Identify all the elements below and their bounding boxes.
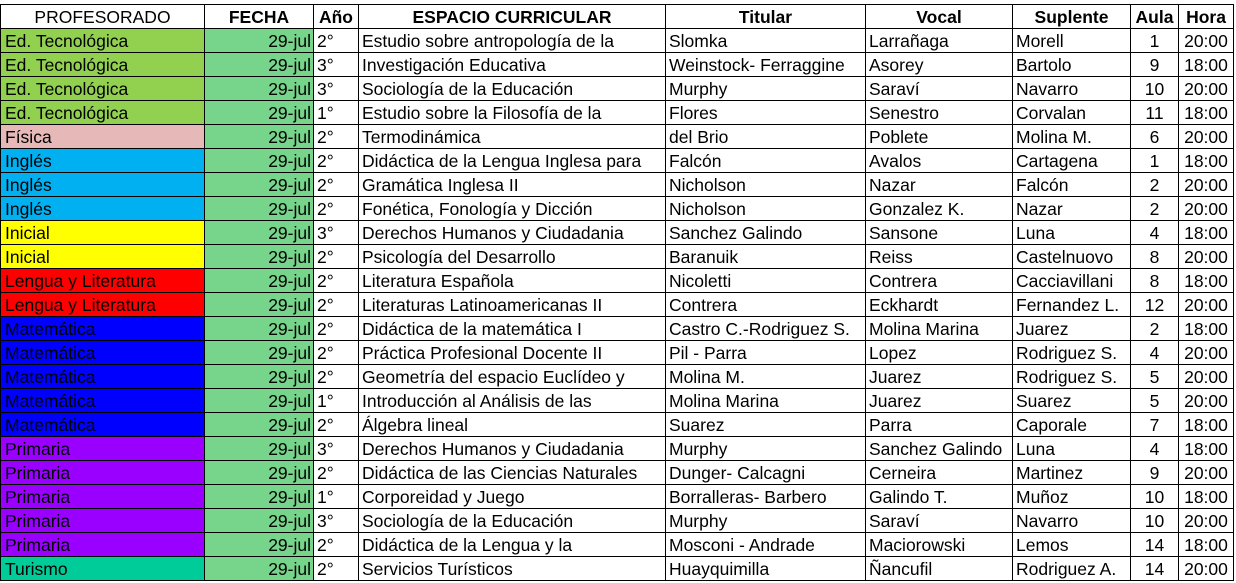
cell-suplente: Rodriguez S. <box>1013 341 1131 365</box>
cell-fecha: 29-jul <box>205 149 314 173</box>
cell-espacio-curricular: Didáctica de las Ciencias Naturales <box>359 461 666 485</box>
header-aula: Aula <box>1131 5 1179 29</box>
cell-titular: Mosconi - Andrade <box>666 533 866 557</box>
cell-aula: 4 <box>1131 341 1179 365</box>
cell-suplente: Falcón <box>1013 173 1131 197</box>
cell-fecha: 29-jul <box>205 173 314 197</box>
cell-suplente: Lemos <box>1013 533 1131 557</box>
cell-espacio-curricular: Geometría del espacio Euclídeo y <box>359 365 666 389</box>
cell-profesorado: Lengua y Literatura <box>1 293 205 317</box>
cell-suplente: Juarez <box>1013 317 1131 341</box>
cell-fecha: 29-jul <box>205 77 314 101</box>
cell-aula: 14 <box>1131 533 1179 557</box>
cell-profesorado: Física <box>1 125 205 149</box>
cell-profesorado: Primaria <box>1 533 205 557</box>
cell-vocal: Ñancufil <box>866 557 1013 581</box>
cell-hora: 18:00 <box>1179 149 1234 173</box>
cell-anio: 2° <box>314 173 359 197</box>
table-row <box>1 53 1234 77</box>
cell-profesorado: Inicial <box>1 245 205 269</box>
cell-profesorado: Inicial <box>1 221 205 245</box>
cell-anio: 2° <box>314 461 359 485</box>
table-row <box>1 317 1234 341</box>
cell-espacio-curricular: Gramática Inglesa II <box>359 173 666 197</box>
cell-espacio-curricular: Termodinámica <box>359 125 666 149</box>
cell-aula: 10 <box>1131 485 1179 509</box>
cell-hora: 20:00 <box>1179 293 1234 317</box>
cell-aula: 10 <box>1131 77 1179 101</box>
cell-hora: 20:00 <box>1179 245 1234 269</box>
cell-vocal: Poblete <box>866 125 1013 149</box>
cell-titular: Suarez <box>666 413 866 437</box>
cell-suplente: Nazar <box>1013 197 1131 221</box>
table-row <box>1 533 1234 557</box>
cell-espacio-curricular: Literatura Española <box>359 269 666 293</box>
table-row <box>1 77 1234 101</box>
cell-hora: 20:00 <box>1179 461 1234 485</box>
cell-vocal: Eckhardt <box>866 293 1013 317</box>
cell-suplente: Corvalan <box>1013 101 1131 125</box>
cell-vocal: Contrera <box>866 269 1013 293</box>
cell-fecha: 29-jul <box>205 509 314 533</box>
cell-aula: 1 <box>1131 149 1179 173</box>
cell-anio: 2° <box>314 533 359 557</box>
cell-hora: 18:00 <box>1179 437 1234 461</box>
cell-fecha: 29-jul <box>205 485 314 509</box>
table-row <box>1 29 1234 53</box>
cell-suplente: Navarro <box>1013 509 1131 533</box>
cell-espacio-curricular: Literaturas Latinoamericanas II <box>359 293 666 317</box>
cell-fecha: 29-jul <box>205 245 314 269</box>
cell-anio: 3° <box>314 53 359 77</box>
table-row <box>1 173 1234 197</box>
cell-espacio-curricular: Estudio sobre la Filosofía de la <box>359 101 666 125</box>
cell-suplente: Muñoz <box>1013 485 1131 509</box>
cell-aula: 4 <box>1131 221 1179 245</box>
cell-fecha: 29-jul <box>205 413 314 437</box>
cell-anio: 2° <box>314 413 359 437</box>
cell-fecha: 29-jul <box>205 293 314 317</box>
cell-aula: 10 <box>1131 509 1179 533</box>
cell-fecha: 29-jul <box>205 53 314 77</box>
table-row <box>1 389 1234 413</box>
cell-hora: 20:00 <box>1179 509 1234 533</box>
cell-profesorado: Primaria <box>1 437 205 461</box>
cell-vocal: Senestro <box>866 101 1013 125</box>
table-row <box>1 365 1234 389</box>
cell-espacio-curricular: Derechos Humanos y Ciudadania <box>359 221 666 245</box>
cell-fecha: 29-jul <box>205 557 314 581</box>
cell-espacio-curricular: Corporeidad y Juego <box>359 485 666 509</box>
cell-aula: 2 <box>1131 197 1179 221</box>
table-row <box>1 461 1234 485</box>
cell-vocal: Saraví <box>866 77 1013 101</box>
cell-suplente: Luna <box>1013 221 1131 245</box>
cell-profesorado: Matemática <box>1 389 205 413</box>
cell-suplente: Fernandez L. <box>1013 293 1131 317</box>
cell-hora: 20:00 <box>1179 341 1234 365</box>
header-profesorado: PROFESORADO <box>1 5 205 29</box>
cell-aula: 7 <box>1131 413 1179 437</box>
cell-espacio-curricular: Sociología de la Educación <box>359 77 666 101</box>
cell-titular: Falcón <box>666 149 866 173</box>
cell-profesorado: Matemática <box>1 365 205 389</box>
cell-espacio-curricular: Práctica Profesional Docente II <box>359 341 666 365</box>
cell-fecha: 29-jul <box>205 341 314 365</box>
cell-suplente: Bartolo <box>1013 53 1131 77</box>
cell-vocal: Molina Marina <box>866 317 1013 341</box>
cell-fecha: 29-jul <box>205 29 314 53</box>
cell-hora: 20:00 <box>1179 197 1234 221</box>
cell-suplente: Caporale <box>1013 413 1131 437</box>
cell-hora: 18:00 <box>1179 533 1234 557</box>
cell-espacio-curricular: Derechos Humanos y Ciudadania <box>359 437 666 461</box>
header-espacio-curricular: ESPACIO CURRICULAR <box>359 5 666 29</box>
cell-titular: Nicholson <box>666 197 866 221</box>
cell-fecha: 29-jul <box>205 125 314 149</box>
cell-espacio-curricular: Investigación Educativa <box>359 53 666 77</box>
table-row <box>1 149 1234 173</box>
cell-anio: 2° <box>314 245 359 269</box>
cell-vocal: Sanchez Galindo <box>866 437 1013 461</box>
cell-hora: 20:00 <box>1179 365 1234 389</box>
cell-fecha: 29-jul <box>205 197 314 221</box>
cell-anio: 3° <box>314 509 359 533</box>
cell-suplente: Luna <box>1013 437 1131 461</box>
cell-titular: Murphy <box>666 437 866 461</box>
cell-espacio-curricular: Fonética, Fonología y Dicción <box>359 197 666 221</box>
cell-aula: 9 <box>1131 461 1179 485</box>
cell-profesorado: Inglés <box>1 173 205 197</box>
table-row <box>1 101 1234 125</box>
cell-hora: 20:00 <box>1179 389 1234 413</box>
cell-fecha: 29-jul <box>205 365 314 389</box>
table-row <box>1 125 1234 149</box>
cell-fecha: 29-jul <box>205 269 314 293</box>
cell-titular: Molina M. <box>666 365 866 389</box>
cell-titular: Dunger- Calcagni <box>666 461 866 485</box>
cell-anio: 2° <box>314 197 359 221</box>
cell-suplente: Castelnuovo <box>1013 245 1131 269</box>
cell-vocal: Parra <box>866 413 1013 437</box>
cell-vocal: Maciorowski <box>866 533 1013 557</box>
cell-suplente: Rodriguez A. <box>1013 557 1131 581</box>
cell-aula: 11 <box>1131 101 1179 125</box>
cell-anio: 2° <box>314 317 359 341</box>
header-row <box>1 5 1234 29</box>
cell-fecha: 29-jul <box>205 221 314 245</box>
cell-vocal: Asorey <box>866 53 1013 77</box>
cell-fecha: 29-jul <box>205 437 314 461</box>
cell-titular: Huayquimilla <box>666 557 866 581</box>
cell-titular: Weinstock- Ferraggine <box>666 53 866 77</box>
cell-espacio-curricular: Didáctica de la Lengua Inglesa para <box>359 149 666 173</box>
cell-vocal: Juarez <box>866 365 1013 389</box>
cell-suplente: Suarez <box>1013 389 1131 413</box>
cell-vocal: Lopez <box>866 341 1013 365</box>
table-row <box>1 245 1234 269</box>
cell-espacio-curricular: Didáctica de la matemática I <box>359 317 666 341</box>
table-row <box>1 293 1234 317</box>
cell-titular: Nicholson <box>666 173 866 197</box>
cell-espacio-curricular: Álgebra lineal <box>359 413 666 437</box>
cell-anio: 1° <box>314 389 359 413</box>
cell-titular: Pil - Parra <box>666 341 866 365</box>
cell-hora: 18:00 <box>1179 101 1234 125</box>
cell-vocal: Avalos <box>866 149 1013 173</box>
cell-hora: 18:00 <box>1179 269 1234 293</box>
cell-suplente: Rodriguez S. <box>1013 365 1131 389</box>
cell-profesorado: Primaria <box>1 509 205 533</box>
cell-suplente: Molina M. <box>1013 125 1131 149</box>
cell-profesorado: Inglés <box>1 149 205 173</box>
cell-hora: 20:00 <box>1179 29 1234 53</box>
cell-profesorado: Matemática <box>1 317 205 341</box>
cell-espacio-curricular: Introducción al Análisis de las <box>359 389 666 413</box>
table-row <box>1 221 1234 245</box>
cell-vocal: Saraví <box>866 509 1013 533</box>
cell-vocal: Sansone <box>866 221 1013 245</box>
cell-aula: 2 <box>1131 317 1179 341</box>
header-hora: Hora <box>1179 5 1234 29</box>
cell-anio: 1° <box>314 485 359 509</box>
cell-espacio-curricular: Didáctica de la Lengua y la <box>359 533 666 557</box>
cell-vocal: Cerneira <box>866 461 1013 485</box>
cell-profesorado: Primaria <box>1 461 205 485</box>
table-row <box>1 269 1234 293</box>
cell-hora: 18:00 <box>1179 413 1234 437</box>
cell-vocal: Reiss <box>866 245 1013 269</box>
cell-fecha: 29-jul <box>205 101 314 125</box>
cell-anio: 2° <box>314 269 359 293</box>
cell-titular: Slomka <box>666 29 866 53</box>
cell-anio: 3° <box>314 77 359 101</box>
cell-aula: 4 <box>1131 437 1179 461</box>
cell-aula: 5 <box>1131 365 1179 389</box>
cell-anio: 2° <box>314 365 359 389</box>
cell-hora: 18:00 <box>1179 53 1234 77</box>
cell-aula: 8 <box>1131 269 1179 293</box>
cell-hora: 20:00 <box>1179 125 1234 149</box>
cell-profesorado: Ed. Tecnológica <box>1 29 205 53</box>
cell-titular: Contrera <box>666 293 866 317</box>
cell-aula: 2 <box>1131 173 1179 197</box>
cell-vocal: Larrañaga <box>866 29 1013 53</box>
cell-aula: 14 <box>1131 557 1179 581</box>
cell-anio: 2° <box>314 149 359 173</box>
header-anio: Año <box>314 5 359 29</box>
table-row <box>1 557 1234 581</box>
cell-suplente: Navarro <box>1013 77 1131 101</box>
cell-anio: 3° <box>314 437 359 461</box>
table-row <box>1 509 1234 533</box>
table-row <box>1 437 1234 461</box>
schedule-table <box>0 4 1234 581</box>
cell-hora: 20:00 <box>1179 77 1234 101</box>
cell-anio: 2° <box>314 125 359 149</box>
cell-hora: 18:00 <box>1179 317 1234 341</box>
cell-titular: Sanchez Galindo <box>666 221 866 245</box>
table-row <box>1 485 1234 509</box>
cell-fecha: 29-jul <box>205 533 314 557</box>
cell-vocal: Juarez <box>866 389 1013 413</box>
cell-suplente: Martinez <box>1013 461 1131 485</box>
cell-anio: 2° <box>314 293 359 317</box>
cell-titular: del Brio <box>666 125 866 149</box>
cell-espacio-curricular: Estudio sobre antropología de la <box>359 29 666 53</box>
cell-anio: 3° <box>314 221 359 245</box>
table-row <box>1 197 1234 221</box>
cell-profesorado: Matemática <box>1 341 205 365</box>
table-row <box>1 413 1234 437</box>
cell-hora: 18:00 <box>1179 485 1234 509</box>
cell-profesorado: Ed. Tecnológica <box>1 77 205 101</box>
cell-profesorado: Ed. Tecnológica <box>1 53 205 77</box>
cell-aula: 8 <box>1131 245 1179 269</box>
cell-profesorado: Turismo <box>1 557 205 581</box>
cell-vocal: Nazar <box>866 173 1013 197</box>
cell-aula: 12 <box>1131 293 1179 317</box>
cell-aula: 9 <box>1131 53 1179 77</box>
header-suplente: Suplente <box>1013 5 1131 29</box>
cell-espacio-curricular: Psicología del Desarrollo <box>359 245 666 269</box>
cell-profesorado: Matemática <box>1 413 205 437</box>
cell-titular: Baranuik <box>666 245 866 269</box>
cell-anio: 2° <box>314 29 359 53</box>
cell-anio: 1° <box>314 101 359 125</box>
cell-vocal: Gonzalez K. <box>866 197 1013 221</box>
cell-titular: Castro C.-Rodriguez S. <box>666 317 866 341</box>
table-row <box>1 341 1234 365</box>
cell-titular: Nicoletti <box>666 269 866 293</box>
cell-suplente: Morell <box>1013 29 1131 53</box>
cell-profesorado: Lengua y Literatura <box>1 269 205 293</box>
cell-fecha: 29-jul <box>205 461 314 485</box>
cell-anio: 2° <box>314 557 359 581</box>
cell-titular: Murphy <box>666 77 866 101</box>
cell-fecha: 29-jul <box>205 317 314 341</box>
header-titular: Titular <box>666 5 866 29</box>
cell-profesorado: Ed. Tecnológica <box>1 101 205 125</box>
cell-anio: 2° <box>314 341 359 365</box>
cell-suplente: Cacciavillani <box>1013 269 1131 293</box>
cell-aula: 6 <box>1131 125 1179 149</box>
cell-titular: Murphy <box>666 509 866 533</box>
cell-profesorado: Inglés <box>1 197 205 221</box>
cell-hora: 20:00 <box>1179 557 1234 581</box>
cell-fecha: 29-jul <box>205 389 314 413</box>
cell-hora: 20:00 <box>1179 173 1234 197</box>
table-body <box>1 29 1234 581</box>
cell-espacio-curricular: Sociología de la Educación <box>359 509 666 533</box>
cell-titular: Molina Marina <box>666 389 866 413</box>
header-vocal: Vocal <box>866 5 1013 29</box>
cell-titular: Borralleras- Barbero <box>666 485 866 509</box>
cell-titular: Flores <box>666 101 866 125</box>
cell-suplente: Cartagena <box>1013 149 1131 173</box>
cell-vocal: Galindo T. <box>866 485 1013 509</box>
cell-profesorado: Primaria <box>1 485 205 509</box>
cell-aula: 5 <box>1131 389 1179 413</box>
cell-aula: 1 <box>1131 29 1179 53</box>
header-fecha: FECHA <box>205 5 314 29</box>
cell-hora: 18:00 <box>1179 221 1234 245</box>
cell-espacio-curricular: Servicios Turísticos <box>359 557 666 581</box>
